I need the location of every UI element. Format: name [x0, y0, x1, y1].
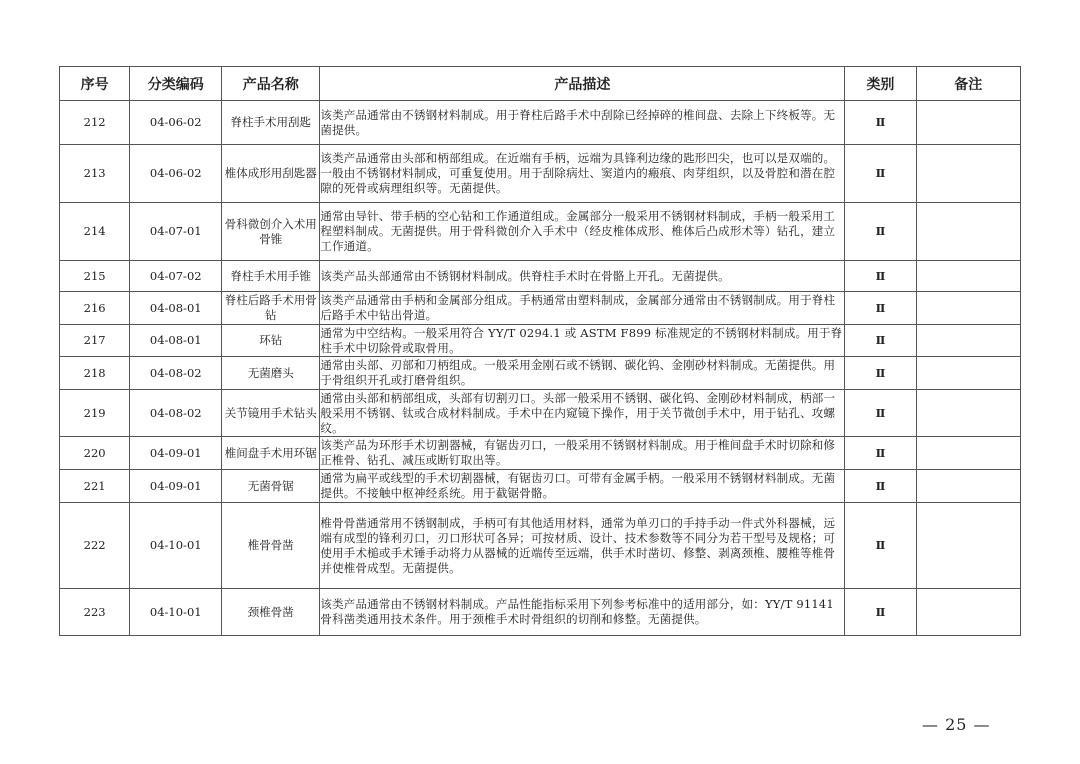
row-serial-number: 217 [60, 325, 130, 357]
row-class: Ⅱ [845, 292, 916, 325]
row-serial-number: 219 [60, 390, 130, 437]
row-product-description: 通常为中空结构。一般采用符合 YY/T 0294.1 或 ASTM F899 标准规定的不锈钢材料制成。用于脊柱手术中切除骨或取骨用。 [320, 325, 845, 357]
page-number: — 25 — [922, 715, 991, 734]
row-product-description: 该类产品通常由不锈钢材料制成。产品性能指标采用下列参考标准中的适用部分，如：YY/T 91141 骨科凿类通用技术条件。用于颈椎手术时骨组织的切削和修整。无菌提供。 [320, 589, 845, 636]
header-product-name: 产品名称 [222, 67, 320, 101]
row-serial-number: 220 [60, 437, 130, 470]
row-serial-number: 223 [60, 589, 130, 636]
row-remarks [916, 101, 1020, 145]
row-remarks [916, 325, 1020, 357]
row-remarks [916, 470, 1020, 503]
row-product-name: 无菌骨锯 [222, 470, 320, 503]
row-product-name: 椎体成形用刮匙器 [222, 145, 320, 203]
table-row [60, 101, 1021, 145]
row-product-name: 关节镜用手术钻头 [222, 390, 320, 437]
header-serial-number: 序号 [60, 67, 130, 101]
row-product-description: 该类产品通常由手柄和金属部分组成。手柄通常由塑料制成，金属部分通常由不锈钢制成。用于脊柱后路手术中钻出骨道。 [320, 292, 845, 325]
row-class: Ⅱ [845, 101, 916, 145]
row-remarks [916, 390, 1020, 437]
row-class: Ⅱ [845, 357, 916, 390]
row-remarks [916, 261, 1020, 292]
row-category-code: 04-10-01 [130, 589, 222, 636]
row-serial-number: 214 [60, 203, 130, 261]
row-product-name: 椎间盘手术用环锯 [222, 437, 320, 470]
row-class: Ⅱ [845, 203, 916, 261]
row-category-code: 04-10-01 [130, 503, 222, 589]
row-product-name: 脊柱手术用手锥 [222, 261, 320, 292]
row-serial-number: 212 [60, 101, 130, 145]
row-product-description: 该类产品头部通常由不锈钢材料制成。供脊柱手术时在骨骼上开孔。无菌提供。 [320, 261, 845, 292]
row-remarks [916, 357, 1020, 390]
row-product-description: 通常由导针、带手柄的空心钻和工作通道组成。金属部分一般采用不锈钢材料制成，手柄一般采用工程塑料制成。无菌提供。用于骨科微创介入手术中（经皮椎体成形、椎体后凸成形术等）钻孔，建立工作通道。 [320, 203, 845, 261]
table-row [60, 470, 1021, 503]
row-remarks [916, 292, 1020, 325]
row-class: Ⅱ [845, 145, 916, 203]
row-product-description: 通常为扁平或线型的手术切割器械，有锯齿刃口。可带有金属手柄。一般采用不锈钢材料制成。无菌提供。不接触中枢神经系统。用于截锯骨骼。 [320, 470, 845, 503]
row-serial-number: 216 [60, 292, 130, 325]
row-serial-number: 215 [60, 261, 130, 292]
row-class: Ⅱ [845, 589, 916, 636]
row-category-code: 04-08-01 [130, 325, 222, 357]
row-product-description: 该类产品为环形手术切割器械，有锯齿刃口，一般采用不锈钢材料制成。用于椎间盘手术时切除和修正椎骨、钻孔、减压或断钉取出等。 [320, 437, 845, 470]
row-class: Ⅱ [845, 437, 916, 470]
table-row [60, 437, 1021, 470]
table-row [60, 145, 1021, 203]
row-category-code: 04-07-02 [130, 261, 222, 292]
row-product-description: 通常由头部、刃部和刀柄组成。一般采用金刚石或不锈钢、碳化钨、金刚砂材料制成。无菌提供。用于骨组织开孔或打磨骨组织。 [320, 357, 845, 390]
table-row [60, 325, 1021, 357]
table-row [60, 203, 1021, 261]
row-class: Ⅱ [845, 261, 916, 292]
table-row [60, 261, 1021, 292]
row-category-code: 04-08-02 [130, 390, 222, 437]
table-row [60, 503, 1021, 589]
row-category-code: 04-08-02 [130, 357, 222, 390]
header-class: 类别 [845, 67, 916, 101]
row-remarks [916, 145, 1020, 203]
row-remarks [916, 203, 1020, 261]
row-serial-number: 221 [60, 470, 130, 503]
header-category-code: 分类编码 [130, 67, 222, 101]
row-serial-number: 218 [60, 357, 130, 390]
row-class: Ⅱ [845, 390, 916, 437]
row-remarks [916, 589, 1020, 636]
row-product-description: 该类产品通常由头部和柄部组成。在近端有手柄，远端为具锋利边缘的匙形凹尖，也可以是双端的。一般由不锈钢材料制成，可重复使用。用于刮除病灶、窦道内的瘢痕、肉芽组织，以及骨腔和潜在腔隙的死骨或病理组织等。无菌提供。 [320, 145, 845, 203]
row-product-name: 椎骨骨凿 [222, 503, 320, 589]
row-category-code: 04-06-02 [130, 101, 222, 145]
row-product-name: 无菌磨头 [222, 357, 320, 390]
row-product-description: 椎骨骨凿通常用不锈钢制成，手柄可有其他适用材料，通常为单刃口的手持手动一件式外科器械，远端有成型的锋利刃口，刃口形状可各异；可按材质、设计、技术参数等不同分为若干型号及规格；可使用手术槌或手术锤手动将力从器械的近端传至远端，供手术时凿切、修整、剥离颈椎、腰椎等椎骨并使椎骨成型。无菌提供。 [320, 503, 845, 589]
row-remarks [916, 437, 1020, 470]
product-catalog-table [59, 66, 1021, 636]
table-row [60, 589, 1021, 636]
row-serial-number: 213 [60, 145, 130, 203]
header-remarks: 备注 [916, 67, 1020, 101]
row-product-description: 通常由头部和柄部组成，头部有切割刃口。头部一般采用不锈钢、碳化钨、金刚砂材料制成，柄部一般采用不锈钢、钛或合成材料制成。手术中在内窥镜下操作，用于关节微创手术中，用于钻孔、攻螺纹。 [320, 390, 845, 437]
row-class: Ⅱ [845, 503, 916, 589]
row-product-name: 颈椎骨凿 [222, 589, 320, 636]
table-row [60, 357, 1021, 390]
table-row [60, 292, 1021, 325]
row-class: Ⅱ [845, 325, 916, 357]
row-product-name: 骨科微创介入术用骨锥 [222, 203, 320, 261]
row-product-name: 脊柱后路手术用骨钻 [222, 292, 320, 325]
row-category-code: 04-09-01 [130, 470, 222, 503]
table-header-row [60, 67, 1021, 101]
row-serial-number: 222 [60, 503, 130, 589]
header-product-description: 产品描述 [320, 67, 845, 101]
row-product-name: 环钻 [222, 325, 320, 357]
table-row [60, 390, 1021, 437]
row-category-code: 04-09-01 [130, 437, 222, 470]
row-remarks [916, 503, 1020, 589]
row-category-code: 04-07-01 [130, 203, 222, 261]
row-product-name: 脊柱手术用刮匙 [222, 101, 320, 145]
row-class: Ⅱ [845, 470, 916, 503]
row-category-code: 04-06-02 [130, 145, 222, 203]
row-product-description: 该类产品通常由不锈钢材料制成。用于脊柱后路手术中刮除已经掉碎的椎间盘、去除上下终板等。无菌提供。 [320, 101, 845, 145]
row-category-code: 04-08-01 [130, 292, 222, 325]
